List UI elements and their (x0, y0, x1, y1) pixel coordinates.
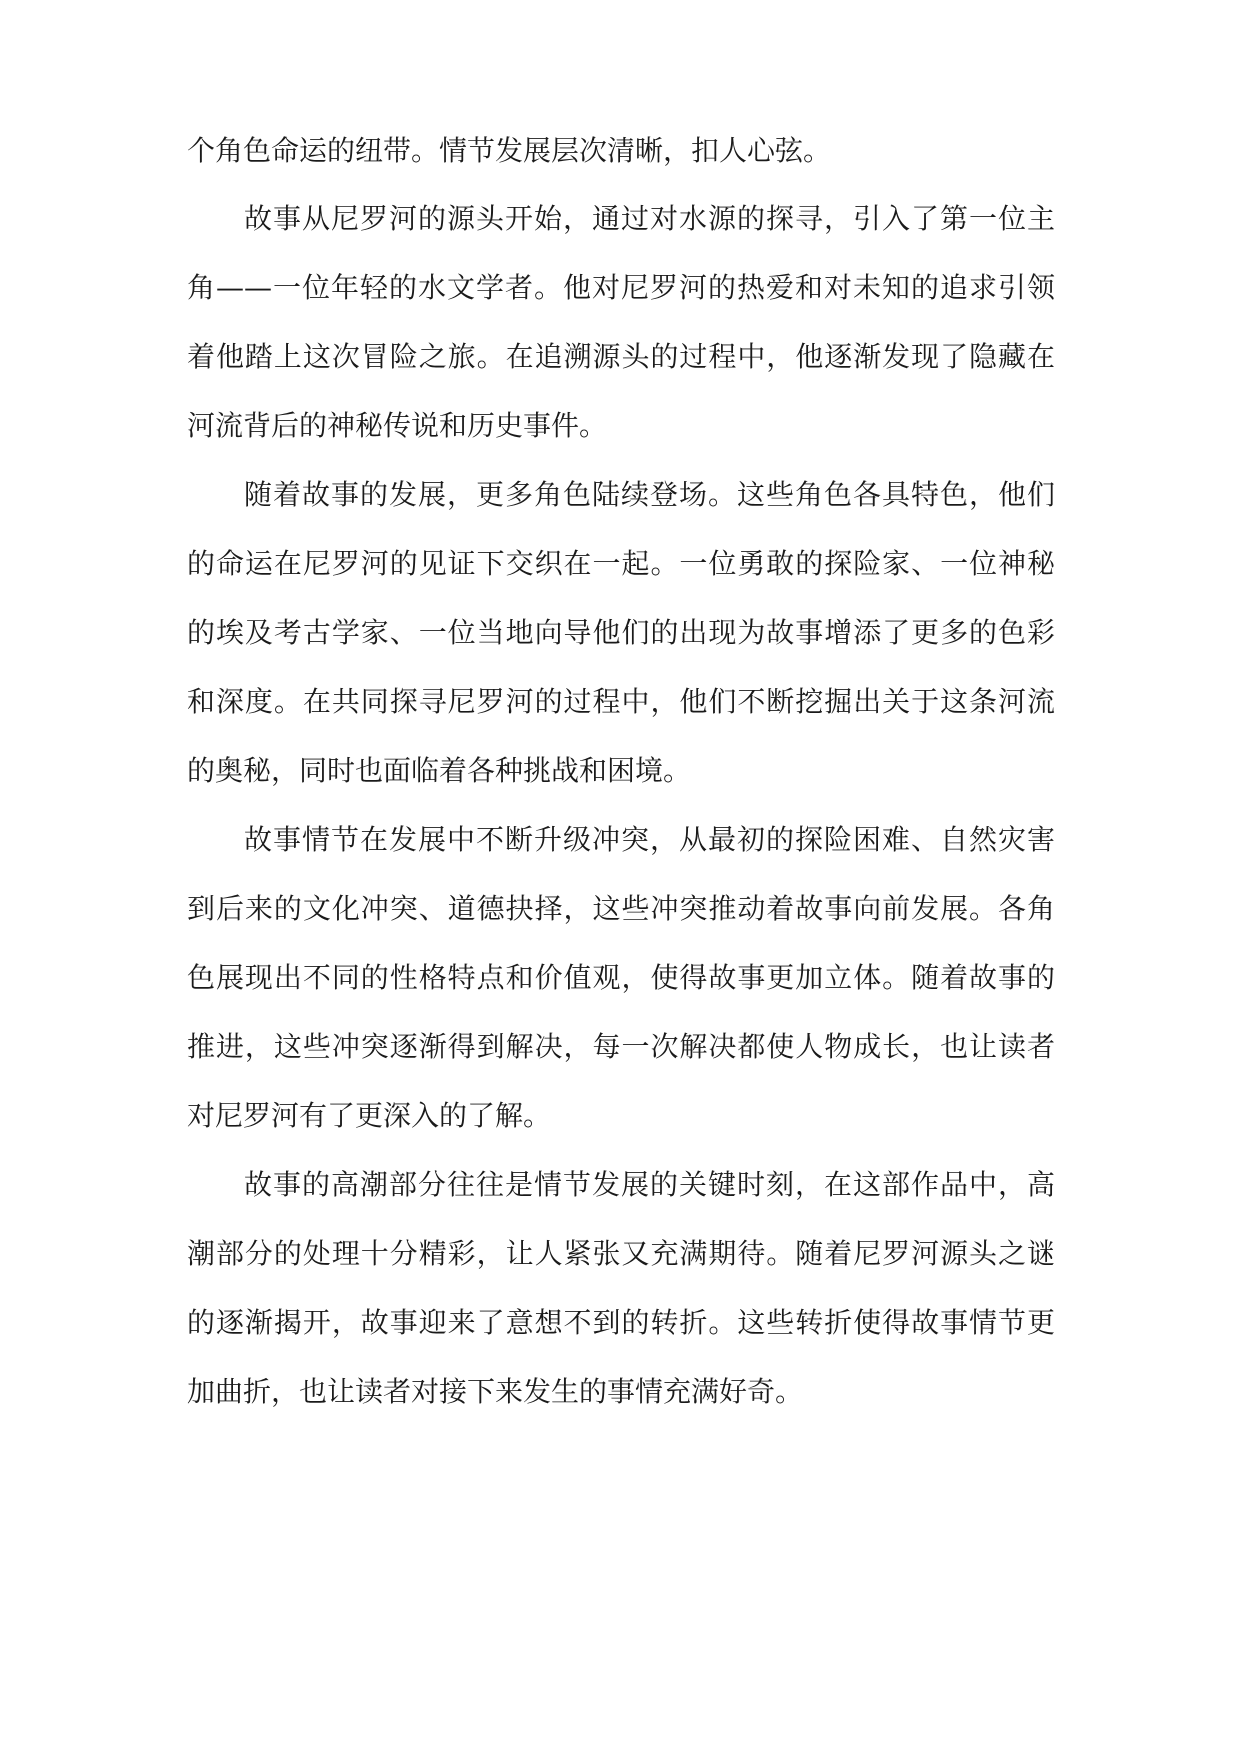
text-line: 故事从尼罗河的源头开始，通过对水源的探寻，引入了第一位主 (244, 202, 1055, 235)
text-line: 着他踏上这次冒险之旅。在追溯源头的过程中，他逐渐发现了隐藏在 (187, 340, 1055, 373)
text-line: 对尼罗河有了更深入的了解。 (187, 1099, 552, 1132)
text-line: 到后来的文化冲突、道德抉择，这些冲突推动着故事向前发展。各角 (187, 892, 1055, 925)
text-line: 推进，这些冲突逐渐得到解决，每一次解决都使人物成长，也让读者 (187, 1030, 1055, 1063)
text-line: 的命运在尼罗河的见证下交织在一起。一位勇敢的探险家、一位神秘 (187, 547, 1055, 580)
text-line: 加曲折，也让读者对接下来发生的事情充满好奇。 (187, 1375, 804, 1408)
text-line: 的埃及考古学家、一位当地向导他们的出现为故事增添了更多的色彩 (187, 616, 1055, 649)
text-line: 潮部分的处理十分精彩，让人紧张又充满期待。随着尼罗河源头之谜 (187, 1237, 1055, 1270)
text-line: 和深度。在共同探寻尼罗河的过程中，他们不断挖掘出关于这条河流 (187, 685, 1055, 718)
text-line: 的奥秘，同时也面临着各种挑战和困境。 (187, 754, 692, 787)
text-line: 的逐渐揭开，故事迎来了意想不到的转折。这些转折使得故事情节更 (187, 1306, 1055, 1339)
text-line: 河流背后的神秘传说和历史事件。 (187, 409, 608, 442)
text-line: 色展现出不同的性格特点和价值观，使得故事更加立体。随着故事的 (187, 961, 1055, 994)
text-line: 个角色命运的纽带。情节发展层次清晰，扣人心弦。 (187, 134, 832, 167)
text-line: 故事的高潮部分往往是情节发展的关键时刻，在这部作品中，高 (244, 1168, 1055, 1201)
text-line: 角——一位年轻的水文学者。他对尼罗河的热爱和对未知的追求引领 (187, 271, 1055, 304)
text-line: 随着故事的发展，更多角色陆续登场。这些角色各具特色，他们 (244, 478, 1055, 511)
text-line: 故事情节在发展中不断升级冲突，从最初的探险困难、自然灾害 (244, 823, 1055, 856)
